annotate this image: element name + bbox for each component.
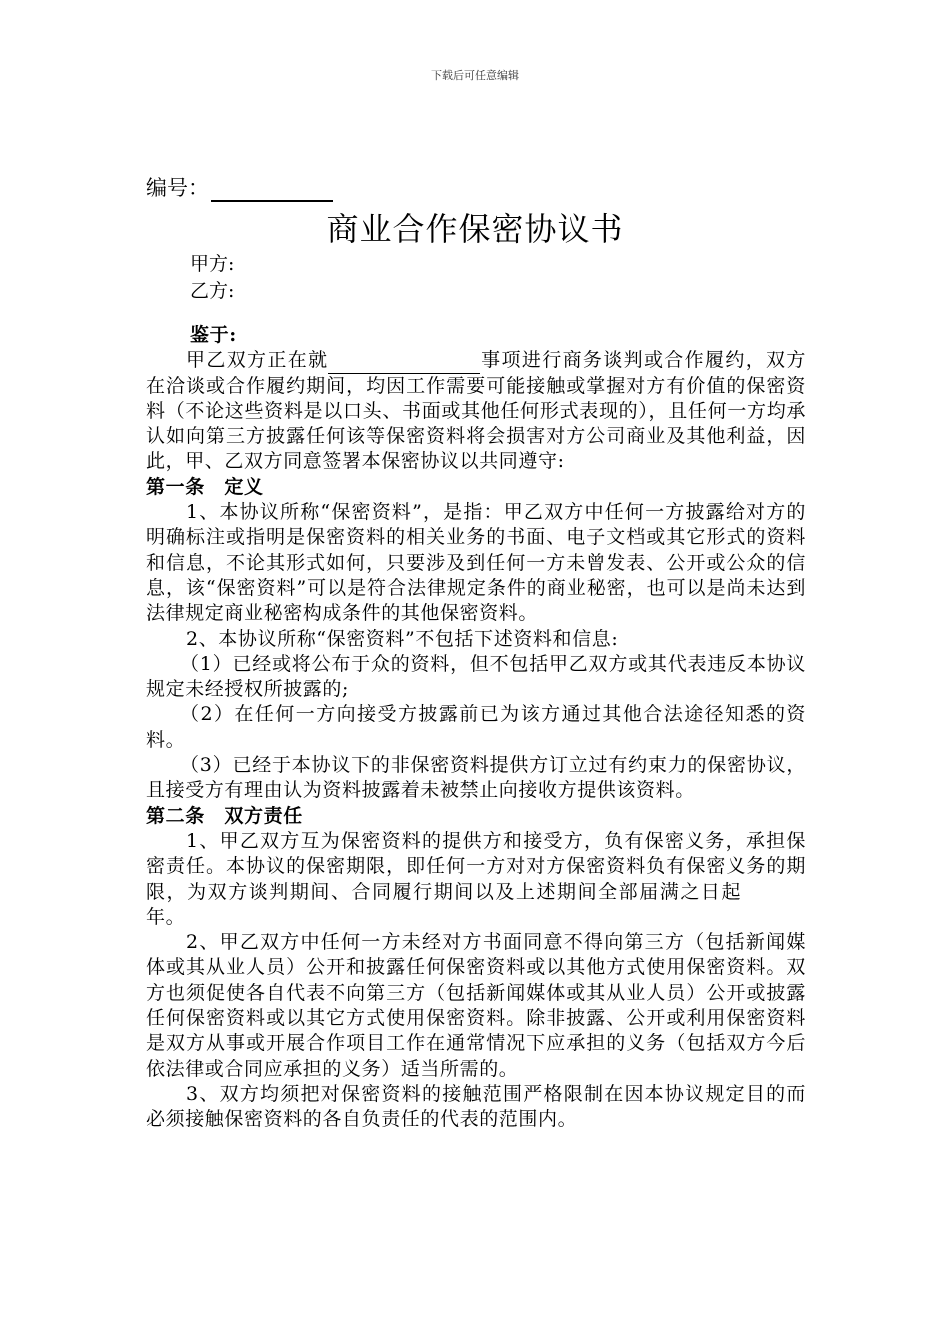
party-b-label: 乙方: xyxy=(190,280,235,302)
document-number-blank xyxy=(211,180,333,202)
article2-paragraph-3: 3、双方均须把对保密资料的接触范围严格限制在因本协议规定目的而必须接触保密资料的各自负责任的代表的范围内。 xyxy=(146,1082,806,1131)
recital-text-rest: 事项进行商务谈判或合作履约，双方在洽谈或合作履约期间，均因工作需要可能接触或掌握对方有价值的保密资料（不论这些资料是以口头、书面或其他任何形式表现的），且任何一方均承认如向第三方披露任何该等保密资料将会损害对方公司商业及其他利益，因此，甲、乙双方同意签署本保密协议以共同遵守: xyxy=(146,349,806,473)
recital-text-start: 甲乙双方正在就 xyxy=(186,349,329,372)
article2-paragraph-1 xyxy=(146,829,806,930)
recital-paragraph xyxy=(146,348,806,474)
header-note: 下载后可任意编辑 xyxy=(431,69,519,82)
article2-heading: 第二条 双方责任 xyxy=(146,804,303,827)
article1-paragraph-1: 1、本协议所称“保密资料”，是指：甲乙双方中任何一方披露给对方的明确标注或指明是保密资料的相关业务的书面、电子文档或其它形式的资料和信息，不论其形式如何，只要涉及到任何一方未曾发表、公开或公众的信息，该“保密资料”可以是符合法律规定条件的商业秘密，也可以是尚未达到法律规定商业秘密构成条件的其他保密资料。 xyxy=(146,501,806,625)
document-number-label: 编号： xyxy=(146,176,209,200)
matter-blank xyxy=(328,354,480,374)
article2-p1-text: 1、甲乙双方互为保密资料的提供方和接受方，负有保密义务，承担保密责任。本协议的保密期限，即任何一方对对方保密资料负有保密义务的期限，为双方谈判期间、合同履行期间以及上述期间全部届满之日起 xyxy=(146,829,806,903)
article2-p1-suffix: 年。 xyxy=(146,905,186,928)
article1-heading: 第一条 定义 xyxy=(146,475,264,498)
recital-heading: 鉴于: xyxy=(190,324,237,346)
article1-item-1: （1）已经或将公布于众的资料，但不包括甲乙双方或其代表违反本协议规定未经授权所披露的; xyxy=(146,652,806,701)
article2-paragraph-2: 2、甲乙双方中任何一方未经对方书面同意不得向第三方（包括新闻媒体或其从业人员）公开和披露任何保密资料或以其他方式使用保密资料。双方也须促使各自代表不向第三方（包括新闻媒体或其从业人员）公开或披露任何保密资料或以其它方式使用保密资料。除非披露、公开或利用保密资料是双方从事或开展合作项目工作在通常情况下应承担的义务（包括双方今后依法律或合同应承担的义务）适当所需的。 xyxy=(146,931,806,1080)
article1-paragraph-2: 2、本协议所称“保密资料”不包括下述资料和信息: xyxy=(186,627,619,650)
article1-item-2: （2）在任何一方向接受方披露前已为该方通过其他合法途径知悉的资料。 xyxy=(146,703,806,751)
party-a-label: 甲方: xyxy=(190,253,235,275)
document-title: 商业合作保密协议书 xyxy=(326,210,624,248)
document-number xyxy=(146,172,333,202)
article1-item-3: （3）已经于本协议下的非保密资料提供方订立过有约束力的保密协议，且接受方有理由认为资料披露着未被禁止向接收方提供该资料。 xyxy=(146,754,806,802)
agreement-body xyxy=(146,323,806,1133)
